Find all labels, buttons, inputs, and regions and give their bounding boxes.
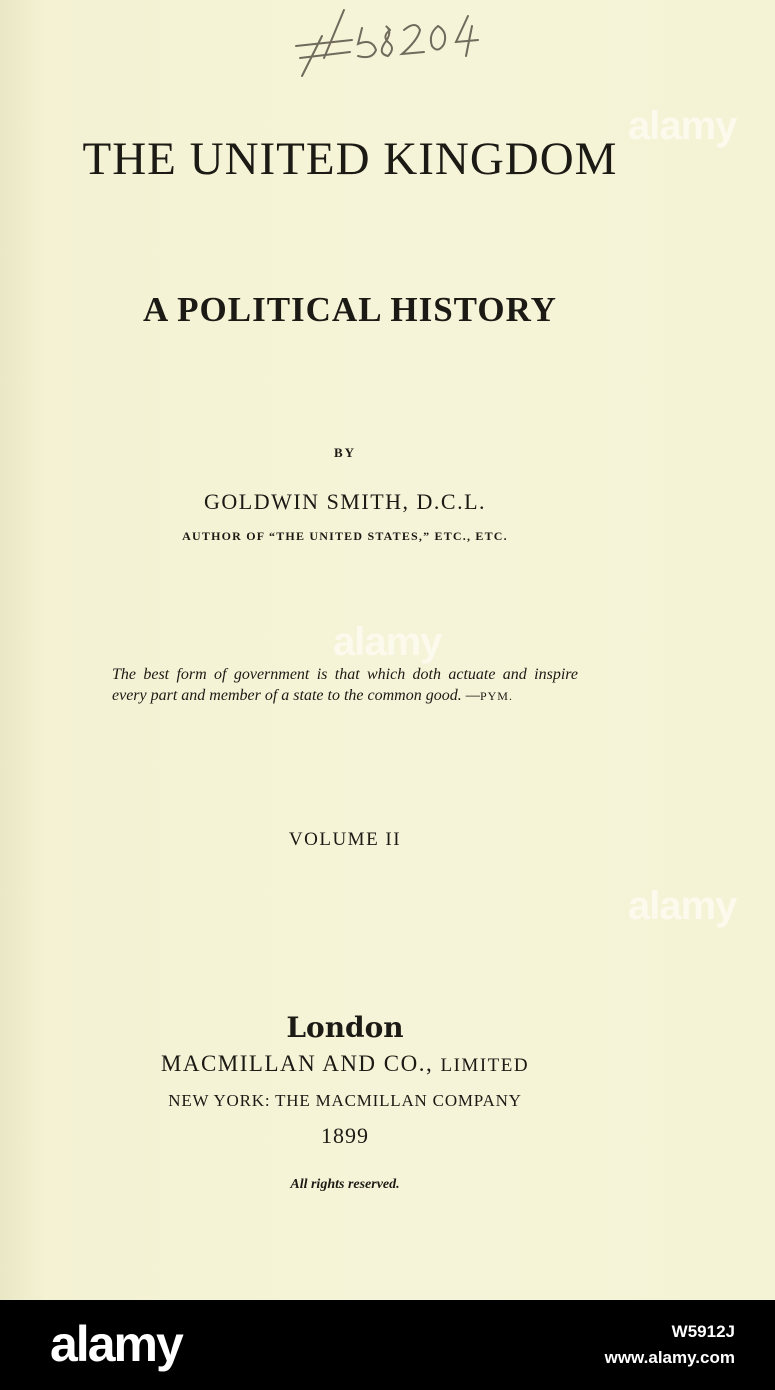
stock-footer-bar xyxy=(0,1300,775,1390)
by-label: BY xyxy=(333,445,357,460)
volume-number: VOLUME II xyxy=(288,829,402,850)
book-subtitle: A POLITICAL HISTORY xyxy=(143,290,557,329)
publisher-limited: LIMITED xyxy=(440,1055,530,1076)
watermark: alamy xyxy=(628,104,737,148)
author-name: GOLDWIN SMITH, D.C.L. xyxy=(203,489,487,514)
publication-year: 1899 xyxy=(321,1123,369,1148)
author-credits: AUTHOR OF “THE UNITED STATES,” ETC., ETC. xyxy=(182,529,508,543)
publication-place: London xyxy=(286,1011,404,1044)
publisher-new-york: NEW YORK: THE MACMILLAN COMPANY xyxy=(168,1091,522,1110)
rights-notice: All rights reserved. xyxy=(290,1177,400,1192)
handwritten-catalog-number xyxy=(292,6,512,86)
site-url[interactable]: www.alamy.com xyxy=(604,1348,735,1367)
publisher-main: MACMILLAN AND CO., xyxy=(160,1051,441,1076)
image-id: W5912J xyxy=(671,1322,735,1341)
epigraph-text: The best form of government is that which doth actuate and inspire every part and member of a state to the common good. — xyxy=(112,666,578,704)
publisher-name xyxy=(0,1051,690,1077)
alamy-logo: alamy xyxy=(50,1316,182,1372)
watermark: alamy xyxy=(333,620,442,664)
book-title: THE UNITED KINGDOM xyxy=(82,133,618,185)
epigraph-attribution: PYM. xyxy=(479,689,513,703)
watermark: alamy xyxy=(628,884,737,928)
epigraph xyxy=(112,664,578,707)
